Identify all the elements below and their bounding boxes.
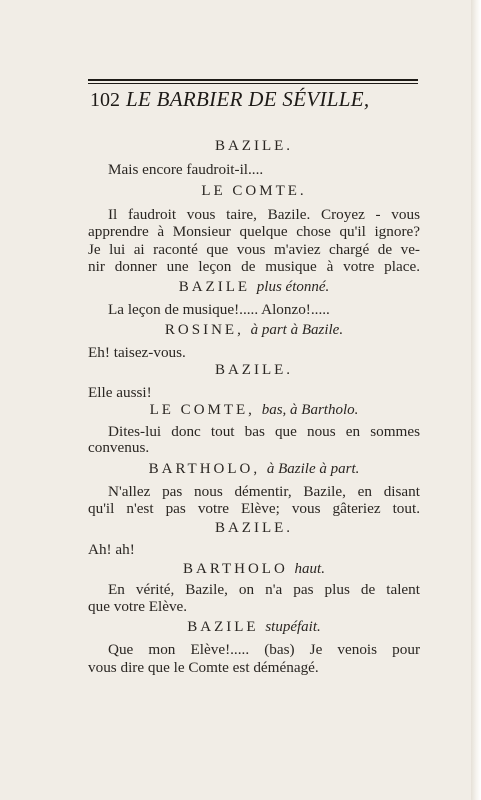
stage-direction: stupéfait.: [265, 619, 321, 635]
speaker-name: BAZILE: [187, 619, 259, 635]
dialogue-line: Que mon Elève!..... (bas) Je venois pour: [108, 641, 420, 658]
running-title: LE BARBIER DE SÉVILLE,: [126, 87, 370, 111]
speaker-heading: [88, 561, 420, 578]
speaker-heading: [88, 138, 420, 155]
dialogue-text: Eh! taisez-vous.: [88, 344, 186, 361]
speaker-heading: [88, 279, 420, 296]
dialogue-line: nir donner une leçon de musique à votre place.: [88, 258, 420, 275]
speaker-name: BAZILE.: [214, 520, 294, 536]
stage-direction: à Bazile à part.: [266, 461, 360, 477]
dialogue-line: [88, 160, 420, 180]
dialogue-line: [88, 597, 420, 617]
dialogue-text: Ah! ah!: [88, 541, 135, 558]
dialogue-line: [88, 658, 420, 678]
speaker-name: BARTHOLO: [183, 561, 288, 577]
dialogue-text: que votre Elève.: [88, 598, 188, 615]
speaker-heading: [88, 461, 420, 478]
header-rule: [88, 79, 418, 81]
speaker-name: LE COMTE.: [201, 183, 307, 199]
speaker-name: BAZILE.: [214, 362, 294, 378]
speaker-name: BAZILE.: [214, 138, 294, 154]
dialogue-text: Mais encore faudroit-il....: [108, 161, 264, 178]
dialogue-line: Il faudroit vous taire, Bazile. Croyez - vous: [108, 206, 420, 223]
page-number: 102: [90, 89, 120, 111]
dialogue-line: [88, 383, 420, 403]
dialogue-text: Elle aussi!: [88, 384, 152, 401]
dialogue-line: [88, 540, 420, 560]
speaker-name: BAZILE: [178, 279, 251, 295]
speaker-name: ROSINE,: [164, 322, 244, 338]
stage-direction: à part à Bazile.: [250, 322, 344, 338]
page-spine-edge: [471, 0, 481, 800]
stage-direction: bas, à Bartholo.: [261, 402, 359, 418]
running-header: [90, 87, 420, 112]
speaker-name: LE COMTE,: [149, 402, 255, 418]
header-rule-thin: [88, 83, 418, 84]
speaker-heading: [88, 183, 420, 200]
dialogue-line: N'allez pas nous démentir, Bazile, en disant: [108, 483, 420, 500]
dialogue-line: qu'il n'est pas votre Elève; vous gâteriez tout.: [88, 500, 420, 517]
dialogue-text: vous dire que le Comte est déménagé.: [88, 659, 319, 676]
dialogue-line: En vérité, Bazile, on n'a pas plus de talent: [108, 581, 420, 598]
speaker-name: BARTHOLO,: [148, 461, 261, 477]
speaker-heading: [88, 520, 420, 537]
dialogue-line: [88, 438, 420, 458]
dialogue-text: convenus.: [88, 439, 150, 456]
dialogue-line: Dites-lui donc tout bas que nous en sommes: [108, 423, 420, 440]
speaker-heading: [88, 322, 420, 339]
speaker-heading: [88, 362, 420, 379]
dialogue-line: [88, 300, 420, 320]
dialogue-line: Je lui ai raconté que vous m'aviez chargé de ve-: [88, 241, 420, 258]
dialogue-line: apprendre à Monsieur quelque chose qu'il ignore?: [88, 223, 420, 240]
dialogue-text: La leçon de musique!..... Alonzo!.....: [108, 301, 330, 318]
dialogue-line: [88, 343, 420, 363]
speaker-heading: [88, 402, 420, 419]
speaker-heading: [88, 619, 420, 636]
stage-direction: plus étonné.: [256, 279, 330, 295]
stage-direction: haut.: [294, 561, 325, 577]
